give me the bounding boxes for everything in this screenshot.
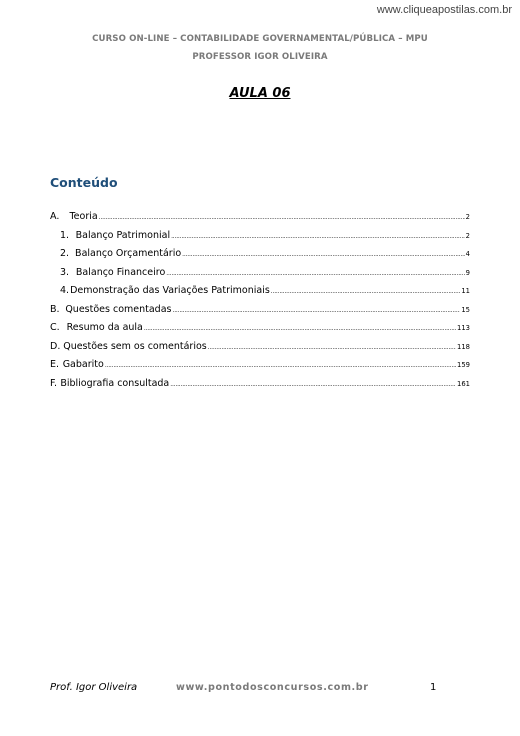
toc-number: C. [50,322,60,333]
toc-leader [171,233,465,240]
toc-page: 15 [461,306,470,314]
toc-title: Teoria [69,211,98,222]
toc-page: 2 [465,232,470,240]
course-header: CURSO ON-LINE – CONTABILIDADE GOVERNAMENTAL/PÚBLICA – MPU [92,34,428,44]
toc-leader [182,251,465,258]
toc-page: 11 [461,287,470,295]
toc-page: 118 [457,343,470,351]
toc-page: 9 [465,269,470,277]
toc-number: 2. [60,248,70,259]
toc-leader [172,307,460,314]
toc-entry-questoes-sem-comentarios[interactable] [50,341,470,352]
toc-number: A. [50,211,60,222]
toc-title: Gabarito [62,359,104,370]
toc-leader [170,381,456,388]
toc-page: 4 [465,250,470,258]
toc-title: Resumo da aula [66,322,143,333]
watermark-url: www.cliqueapostilas.com.br [376,4,512,16]
toc-number: 4. [60,285,70,296]
toc-leader [99,214,465,221]
contents-heading: Conteúdo [50,175,118,190]
toc-number: D. [50,341,61,352]
toc-title: Questões sem os comentários [63,341,207,352]
toc-entry-balanco-patrimonial[interactable] [60,230,470,241]
toc-entry-teoria[interactable] [50,211,470,222]
toc-number: E. [50,359,60,370]
toc-page: 113 [457,324,470,332]
toc-number: 3. [60,267,70,278]
toc-number: 1. [60,230,70,241]
footer-author: Prof. Igor Oliveira [50,682,138,693]
toc-entry-gabarito[interactable] [50,359,470,370]
toc-entry-balanco-financeiro[interactable] [60,267,470,278]
page-title: AULA 06 [229,86,291,101]
toc-title: Balanço Patrimonial [75,230,171,241]
footer-site: www.pontodosconcursos.com.br [176,682,369,693]
toc-number: F. [50,378,57,389]
toc-leader [208,344,456,351]
toc-leader [105,362,456,369]
toc-leader [271,288,461,295]
toc-entry-questoes-comentadas[interactable] [50,304,470,315]
toc-entry-balanco-orcamentario[interactable] [60,248,470,259]
toc-entry-resumo[interactable] [50,322,470,333]
professor-header: PROFESSOR IGOR OLIVEIRA [192,52,328,62]
toc-title: Balanço Orçamentário [75,248,182,259]
toc-number: B. [50,304,60,315]
toc-entry-bibliografia[interactable] [50,378,470,389]
toc-page: 2 [465,213,470,221]
toc-page: 161 [457,380,470,388]
toc-title: Questões comentadas [65,304,172,315]
footer-page-number: 1 [430,682,437,693]
toc-leader [166,270,464,277]
toc-title: Demonstração das Variações Patrimoniais [70,285,270,296]
toc-entry-dvp[interactable] [60,285,470,296]
toc-leader [144,325,456,332]
toc-title: Bibliografia consultada [60,378,170,389]
toc-title: Balanço Financeiro [75,267,166,278]
toc-page: 159 [457,361,470,369]
